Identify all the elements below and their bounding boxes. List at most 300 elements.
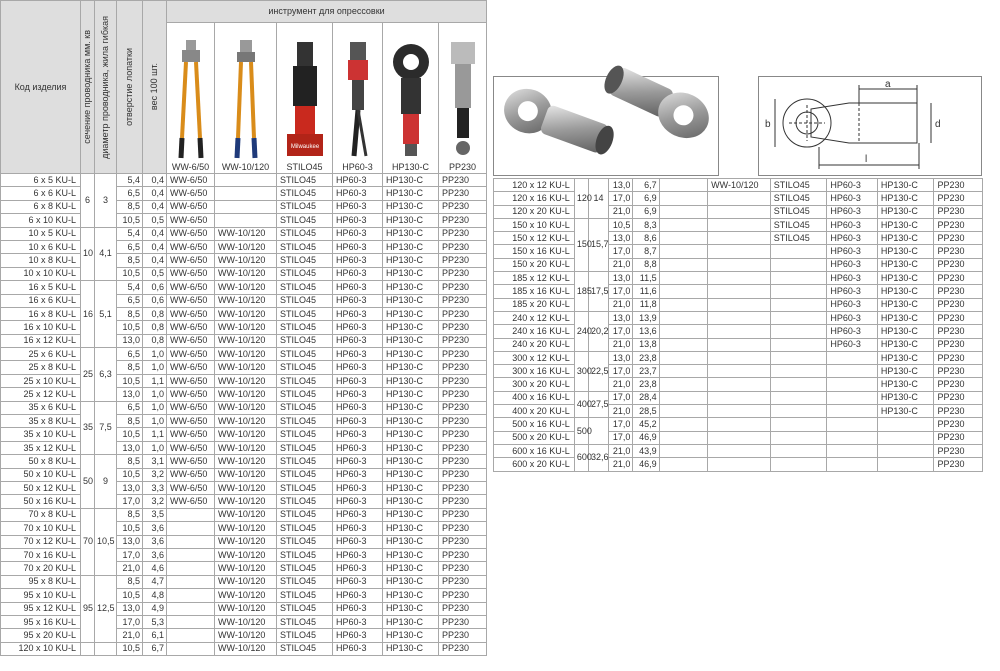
tool-ww650-cell: WW-6/50 <box>167 401 215 414</box>
tool-hp603-cell: HP60-3 <box>333 214 383 227</box>
tool-label: HP60-3 <box>342 162 373 172</box>
dim-d-label: d <box>935 119 941 130</box>
tool-ww10120-cell: WW-10/120 <box>215 441 277 454</box>
tool-ww10120-cell <box>708 218 771 231</box>
tool-ww10120-cell <box>708 205 771 218</box>
hole-size: 21,0 <box>609 205 633 218</box>
table-row <box>1 267 487 280</box>
tool-hp130c-cell <box>877 418 934 431</box>
hole-size: 13,0 <box>117 535 143 548</box>
hole-size: 21,0 <box>609 378 633 391</box>
lugs-right-body <box>494 179 983 472</box>
table-row <box>1 535 487 548</box>
tool-pp230-cell: PP230 <box>439 227 487 240</box>
tool-pp230-cell: PP230 <box>439 240 487 253</box>
tool-ww650-cell <box>659 391 707 404</box>
svg-text:Milwaukee: Milwaukee <box>290 144 319 150</box>
product-code: 25 x 12 KU-L <box>1 388 81 401</box>
product-code: 150 x 12 KU-L <box>494 232 575 245</box>
tool-ww650-cell <box>167 548 215 561</box>
tool-ww650-cell: WW-6/50 <box>167 468 215 481</box>
tool-hp603-cell: HP60-3 <box>333 642 383 655</box>
tool-pp230-cell: PP230 <box>439 535 487 548</box>
weight-100pcs: 5,3 <box>143 615 167 628</box>
tool-ww10120-cell: WW-10/120 <box>215 428 277 441</box>
header-weight: вес 100 шт. <box>143 1 167 174</box>
tool-hp130c-cell: HP130-C <box>383 642 439 655</box>
product-code: 185 x 12 KU-L <box>494 272 575 285</box>
weight-100pcs: 43,9 <box>633 444 659 457</box>
tool-stilo45-cell: STILO45 <box>277 214 333 227</box>
tool-stilo45-cell: STILO45 <box>277 388 333 401</box>
table-row <box>494 232 983 245</box>
weight-100pcs: 1,0 <box>143 348 167 361</box>
weight-100pcs: 4,9 <box>143 602 167 615</box>
conductor-diameter: 17,5 <box>588 272 608 312</box>
tool-hp130c-cell: HP130-C <box>383 441 439 454</box>
tool-ww650-cell <box>167 522 215 535</box>
table-row <box>1 602 487 615</box>
tool-ww650-cell <box>659 245 707 258</box>
hole-size: 10,5 <box>117 321 143 334</box>
tool-pp230-cell: PP230 <box>439 415 487 428</box>
product-code: 95 x 8 KU-L <box>1 575 81 588</box>
tool-hp603-cell: HP60-3 <box>333 254 383 267</box>
tool-stilo45-cell: STILO45 <box>277 415 333 428</box>
tool-stilo45-cell: STILO45 <box>277 615 333 628</box>
product-code: 25 x 6 KU-L <box>1 348 81 361</box>
tool-hp130c-cell: HP130-C <box>877 338 934 351</box>
header-code: Код изделия <box>1 1 81 174</box>
tool-stilo45-cell <box>770 405 827 418</box>
tool-label: PP230 <box>448 162 477 172</box>
tool-hp603-cell: HP60-3 <box>827 179 878 192</box>
weight-100pcs: 8,6 <box>633 232 659 245</box>
tool-hp603-cell: HP60-3 <box>333 227 383 240</box>
tool-hp130c-cell: HP130-C <box>383 214 439 227</box>
tool-hp603-cell: HP60-3 <box>333 589 383 602</box>
conductor-section: 120 <box>574 179 588 219</box>
table-row <box>494 418 983 431</box>
tool-hp130c-cell: HP130-C <box>877 258 934 271</box>
conductor-diameter: 4,1 <box>95 227 117 281</box>
hole-size: 21,0 <box>609 298 633 311</box>
tool-stilo45-cell: STILO45 <box>277 240 333 253</box>
tool-ww10120-cell <box>215 214 277 227</box>
table-row <box>1 522 487 535</box>
weight-100pcs: 0,4 <box>143 240 167 253</box>
tool-ww650-cell <box>659 444 707 457</box>
tool-pp230-cell: PP230 <box>439 562 487 575</box>
tool-ww10120-cell <box>708 325 771 338</box>
weight-100pcs: 6,9 <box>633 192 659 205</box>
weight-100pcs: 6,9 <box>633 205 659 218</box>
tool-ww10120-cell <box>708 391 771 404</box>
tool-ww650 <box>167 23 215 174</box>
tool-hp130c-cell: HP130-C <box>877 205 934 218</box>
tool-ww10120-cell <box>708 285 771 298</box>
tool-hp130c-cell: HP130-C <box>383 227 439 240</box>
table-row <box>1 374 487 387</box>
weight-100pcs: 0,4 <box>143 200 167 213</box>
lugs-left-body <box>1 174 487 656</box>
tool-hp130c-cell: HP130-C <box>877 179 934 192</box>
table-row <box>1 548 487 561</box>
tool-pp230-cell: PP230 <box>934 378 983 391</box>
tool-hp130c-cell: HP130-C <box>383 348 439 361</box>
weight-100pcs: 11,8 <box>633 298 659 311</box>
tool-ww650-cell <box>167 535 215 548</box>
tool-pp230-cell: PP230 <box>439 307 487 320</box>
product-code: 600 x 16 KU-L <box>494 444 575 457</box>
tool-pp230-cell: PP230 <box>439 374 487 387</box>
table-row <box>1 361 487 374</box>
product-code: 50 x 12 KU-L <box>1 481 81 494</box>
tool-pp230-cell: PP230 <box>934 338 983 351</box>
weight-100pcs: 23,8 <box>633 378 659 391</box>
tool-ww10120-cell: WW-10/120 <box>215 602 277 615</box>
tool-pp230-cell: PP230 <box>439 200 487 213</box>
tool-ww650-cell <box>167 642 215 655</box>
tool-hp130c-cell: HP130-C <box>383 535 439 548</box>
tool-stilo45-cell: STILO45 <box>277 602 333 615</box>
tool-stilo45-cell <box>770 272 827 285</box>
tool-hp130c-cell: HP130-C <box>383 267 439 280</box>
weight-100pcs: 3,1 <box>143 455 167 468</box>
tool-hp130c-cell: HP130-C <box>383 602 439 615</box>
tool-ww10120-cell: WW-10/120 <box>215 321 277 334</box>
tool-ww10120-cell: WW-10/120 <box>215 227 277 240</box>
tool-hp130c-cell: HP130-C <box>383 281 439 294</box>
tool-ww10120-cell: WW-10/120 <box>215 589 277 602</box>
tool-pp230-cell: PP230 <box>439 428 487 441</box>
hole-size: 6,5 <box>117 240 143 253</box>
tool-ww650-cell <box>659 365 707 378</box>
tool-stilo45-cell: STILO45 <box>277 522 333 535</box>
hole-size: 10,5 <box>117 589 143 602</box>
product-code: 10 x 5 KU-L <box>1 227 81 240</box>
tool-label: STILO45 <box>286 162 323 172</box>
hole-size: 8,5 <box>117 200 143 213</box>
tool-ww10120-cell <box>708 272 771 285</box>
tool-pp230-cell: PP230 <box>439 455 487 468</box>
weight-100pcs: 1,1 <box>143 374 167 387</box>
tool-ww650-cell <box>659 258 707 271</box>
conductor-section: 400 <box>574 391 588 418</box>
tool-ww10120-cell: WW-10/120 <box>215 481 277 494</box>
tool-ww650-cell: WW-6/50 <box>167 415 215 428</box>
tool-stilo45-cell: STILO45 <box>277 468 333 481</box>
product-code: 500 x 16 KU-L <box>494 418 575 431</box>
table-row <box>1 174 487 187</box>
tool-hp130c-cell: HP130-C <box>877 232 934 245</box>
tool-hp130c-cell: HP130-C <box>383 428 439 441</box>
tool-pp230-cell: PP230 <box>439 522 487 535</box>
conductor-diameter: 22,5 <box>588 351 608 391</box>
tool-ww10120-cell <box>708 245 771 258</box>
crimp-tool-pp230-icon <box>443 38 483 160</box>
tool-ww650-cell <box>167 615 215 628</box>
tool-stilo45-cell: STILO45 <box>770 232 827 245</box>
tool-ww10120-cell <box>708 311 771 324</box>
tool-ww650-cell <box>659 192 707 205</box>
product-code: 240 x 12 KU-L <box>494 311 575 324</box>
tool-pp230-cell: PP230 <box>439 321 487 334</box>
tool-pp230-cell: PP230 <box>934 458 983 471</box>
tool-hp603-cell: HP60-3 <box>333 401 383 414</box>
table-row <box>1 642 487 655</box>
tool-hp603-cell: HP60-3 <box>333 495 383 508</box>
table-row <box>1 575 487 588</box>
table-row <box>494 365 983 378</box>
tool-stilo45-cell: STILO45 <box>277 428 333 441</box>
weight-100pcs: 1,0 <box>143 415 167 428</box>
hole-size: 17,0 <box>609 192 633 205</box>
tool-pp230-cell: PP230 <box>439 281 487 294</box>
weight-100pcs: 1,0 <box>143 388 167 401</box>
tool-hp603-cell: HP60-3 <box>827 205 878 218</box>
tool-hp130c-cell: HP130-C <box>383 388 439 401</box>
dim-a-label: a <box>885 79 891 90</box>
table-row <box>1 334 487 347</box>
tool-stilo45-cell: STILO45 <box>277 562 333 575</box>
tool-stilo45-cell <box>770 444 827 457</box>
hole-size: 17,0 <box>609 325 633 338</box>
tool-hp130c-cell: HP130-C <box>383 307 439 320</box>
weight-100pcs: 13,9 <box>633 311 659 324</box>
tool-hp603-cell: HP60-3 <box>827 192 878 205</box>
tool-hp603-cell: HP60-3 <box>333 388 383 401</box>
conductor-section: 50 <box>81 455 95 509</box>
table-row <box>494 192 983 205</box>
tool-hp130c-cell: HP130-C <box>383 294 439 307</box>
tool-ww10120-cell <box>708 378 771 391</box>
tool-ww650-cell: WW-6/50 <box>167 174 215 187</box>
tool-stilo45-cell: STILO45 <box>277 642 333 655</box>
tool-pp230-cell: PP230 <box>439 388 487 401</box>
hole-size: 10,5 <box>117 468 143 481</box>
hole-size: 8,5 <box>117 575 143 588</box>
hole-size: 13,0 <box>609 272 633 285</box>
tool-ww10120-cell: WW-10/120 <box>215 548 277 561</box>
tool-pp230-cell: PP230 <box>439 481 487 494</box>
tool-hp603-cell: HP60-3 <box>827 218 878 231</box>
hole-size: 13,0 <box>117 388 143 401</box>
tool-hp130c-cell: HP130-C <box>383 629 439 642</box>
hole-size: 21,0 <box>609 258 633 271</box>
weight-100pcs: 4,6 <box>143 562 167 575</box>
weight-100pcs: 0,6 <box>143 281 167 294</box>
tool-ww650-cell: WW-6/50 <box>167 481 215 494</box>
weight-100pcs: 1,0 <box>143 361 167 374</box>
dim-b-label: b <box>765 119 771 130</box>
product-code: 50 x 10 KU-L <box>1 468 81 481</box>
tool-ww10120-cell: WW-10/120 <box>215 240 277 253</box>
tool-hp603-cell: HP60-3 <box>333 575 383 588</box>
tool-hp130c-cell <box>877 444 934 457</box>
tool-ww10120-cell: WW-10/120 <box>215 535 277 548</box>
tool-pp230-cell: PP230 <box>439 174 487 187</box>
tool-stilo45-cell: STILO45 <box>770 218 827 231</box>
weight-100pcs: 11,5 <box>633 272 659 285</box>
weight-100pcs: 0,4 <box>143 227 167 240</box>
conductor-diameter: 20,2 <box>588 311 608 351</box>
weight-100pcs: 3,6 <box>143 522 167 535</box>
conductor-section: 185 <box>574 272 588 312</box>
tool-hp603-cell: HP60-3 <box>333 334 383 347</box>
hole-size: 13,0 <box>117 334 143 347</box>
hole-size: 6,5 <box>117 294 143 307</box>
tool-pp230-cell: PP230 <box>439 361 487 374</box>
tool-hp603-cell: HP60-3 <box>333 455 383 468</box>
tool-ww650-cell: WW-6/50 <box>167 200 215 213</box>
tool-stilo45-cell: STILO45 <box>770 179 827 192</box>
hole-size: 10,5 <box>117 214 143 227</box>
tool-pp230-cell: PP230 <box>439 334 487 347</box>
tool-hp603-cell: HP60-3 <box>333 240 383 253</box>
tool-ww10120-cell <box>708 351 771 364</box>
weight-100pcs: 46,9 <box>633 458 659 471</box>
tool-hp603-cell: HP60-3 <box>827 325 878 338</box>
tool-ww650-cell: WW-6/50 <box>167 214 215 227</box>
tool-pp230-cell: PP230 <box>934 325 983 338</box>
tool-ww10120-cell: WW-10/120 <box>215 281 277 294</box>
tool-pp230-cell: PP230 <box>439 508 487 521</box>
tool-pp230-cell: PP230 <box>934 245 983 258</box>
tool-hp130c-cell: HP130-C <box>877 272 934 285</box>
header-section: сечение проводника мм. кв <box>81 1 95 174</box>
tool-hp603-cell: HP60-3 <box>333 307 383 320</box>
tool-hp130c-cell: HP130-C <box>877 311 934 324</box>
table-row <box>1 455 487 468</box>
weight-100pcs: 6,1 <box>143 629 167 642</box>
conductor-section: 35 <box>81 401 95 455</box>
hole-size: 10,5 <box>117 374 143 387</box>
tool-hp130c-cell: HP130-C <box>877 245 934 258</box>
dim-l-label: l <box>865 154 868 165</box>
tool-ww10120-cell: WW-10/120 <box>215 348 277 361</box>
tool-stilo45-cell: STILO45 <box>277 254 333 267</box>
tool-stilo45-cell: STILO45 <box>277 348 333 361</box>
hole-size: 6,5 <box>117 401 143 414</box>
tool-hp130c-cell <box>877 431 934 444</box>
hole-size: 17,0 <box>609 418 633 431</box>
header-diameter: диаметр проводника, жила гибкая <box>95 1 117 174</box>
tool-hp603-cell: HP60-3 <box>333 548 383 561</box>
tool-stilo45-cell <box>770 298 827 311</box>
product-code: 240 x 16 KU-L <box>494 325 575 338</box>
hole-size: 5,4 <box>117 174 143 187</box>
tool-stilo45-cell: STILO45 <box>277 374 333 387</box>
product-code: 95 x 12 KU-L <box>1 602 81 615</box>
product-code: 16 x 8 KU-L <box>1 307 81 320</box>
product-code: 70 x 10 KU-L <box>1 522 81 535</box>
tool-ww10120-cell: WW-10/120 <box>215 294 277 307</box>
tool-pp230-cell: PP230 <box>934 351 983 364</box>
hole-size: 5,4 <box>117 227 143 240</box>
weight-100pcs: 3,2 <box>143 495 167 508</box>
product-code: 120 x 10 KU-L <box>1 642 81 655</box>
product-code: 400 x 16 KU-L <box>494 391 575 404</box>
tool-stilo45-cell <box>770 245 827 258</box>
tool-pp230-cell: PP230 <box>934 232 983 245</box>
conductor-diameter: 9 <box>95 455 117 509</box>
tool-pp230-cell: PP230 <box>934 272 983 285</box>
tool-ww10120-cell <box>708 192 771 205</box>
crimp-tool-ww10120-icon <box>229 38 263 160</box>
tool-ww10120-cell: WW-10/120 <box>215 495 277 508</box>
tool-ww650-cell <box>659 431 707 444</box>
tool-hp130c-cell: HP130-C <box>877 218 934 231</box>
tool-pp230-cell: PP230 <box>934 405 983 418</box>
table-row <box>1 281 487 294</box>
tool-stilo45-cell <box>770 418 827 431</box>
tool-ww650-cell: WW-6/50 <box>167 227 215 240</box>
tool-hp130c-cell: HP130-C <box>383 481 439 494</box>
weight-100pcs: 46,9 <box>633 431 659 444</box>
tool-ww10120-cell: WW-10/120 <box>215 455 277 468</box>
weight-100pcs: 4,7 <box>143 575 167 588</box>
header-hole: отверстие лопатки <box>117 1 143 174</box>
tool-stilo45-cell: STILO45 <box>277 441 333 454</box>
tool-ww650-cell <box>659 205 707 218</box>
tool-hp130c-cell: HP130-C <box>877 405 934 418</box>
tool-hp603-cell <box>827 405 878 418</box>
tool-hp603-cell: HP60-3 <box>333 629 383 642</box>
tool-pp230-cell: PP230 <box>934 365 983 378</box>
conductor-diameter: 32,6 <box>588 444 608 471</box>
hole-size: 6,5 <box>117 187 143 200</box>
tool-hp130c-cell: HP130-C <box>383 468 439 481</box>
weight-100pcs: 0,5 <box>143 214 167 227</box>
weight-100pcs: 0,8 <box>143 334 167 347</box>
weight-100pcs: 0,4 <box>143 187 167 200</box>
hole-size: 8,5 <box>117 254 143 267</box>
tool-ww650-cell: WW-6/50 <box>167 361 215 374</box>
hole-size: 17,0 <box>609 391 633 404</box>
tool-ww650-cell: WW-6/50 <box>167 441 215 454</box>
tool-pp230-cell: PP230 <box>439 575 487 588</box>
tool-stilo45-cell <box>770 351 827 364</box>
tool-hp603-cell: HP60-3 <box>333 428 383 441</box>
tool-ww10120-cell <box>708 298 771 311</box>
tool-ww650-cell: WW-6/50 <box>167 240 215 253</box>
weight-100pcs: 0,5 <box>143 267 167 280</box>
tool-pp230-cell: PP230 <box>934 311 983 324</box>
tool-pp230-cell: PP230 <box>934 192 983 205</box>
table-row <box>1 589 487 602</box>
tool-hp603-cell: HP60-3 <box>333 562 383 575</box>
product-code: 35 x 12 KU-L <box>1 441 81 454</box>
tool-stilo45-cell: STILO45 <box>277 495 333 508</box>
weight-100pcs: 3,3 <box>143 481 167 494</box>
tool-hp603-cell: HP60-3 <box>333 468 383 481</box>
tool-hp603-cell <box>827 431 878 444</box>
tool-hp130c-cell: HP130-C <box>383 615 439 628</box>
tool-hp603-cell: HP60-3 <box>333 522 383 535</box>
tool-hp603-cell: HP60-3 <box>827 285 878 298</box>
tool-pp230-cell: PP230 <box>934 391 983 404</box>
tool-hp130c-cell: HP130-C <box>383 589 439 602</box>
tool-ww10120-cell: WW-10/120 <box>215 615 277 628</box>
tool-hp603-cell: HP60-3 <box>333 187 383 200</box>
tool-hp130c-cell: HP130-C <box>383 361 439 374</box>
table-row <box>494 258 983 271</box>
tool-stilo45-cell <box>770 325 827 338</box>
table-row <box>1 441 487 454</box>
conductor-diameter: 14 <box>588 179 608 219</box>
weight-100pcs: 45,2 <box>633 418 659 431</box>
